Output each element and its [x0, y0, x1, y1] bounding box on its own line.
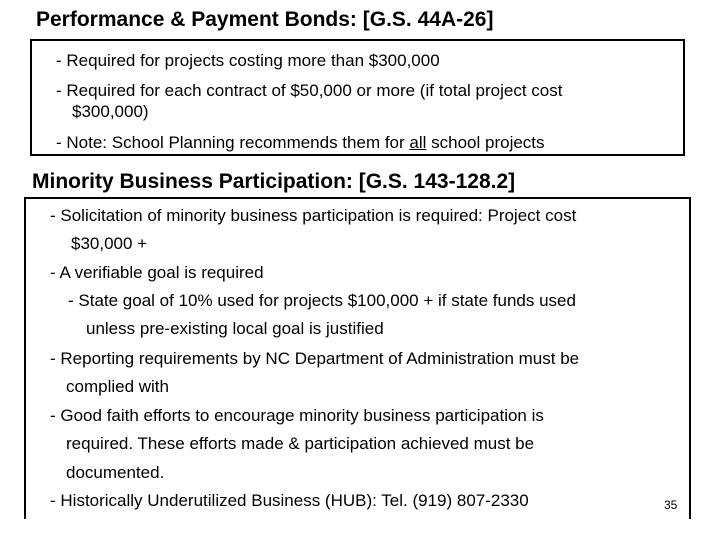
mbp-line: - Reporting requirements by NC Department of Administration must be: [50, 349, 580, 368]
bond-requirement-line: $300,000): [72, 102, 149, 121]
bond-note-emphasis: all: [409, 133, 427, 152]
bond-note-line: [56, 133, 545, 153]
page-number: 35: [664, 498, 678, 512]
bond-requirement-line: - Required for projects costing more than $300,000: [56, 51, 440, 70]
mbp-line: unless pre-existing local goal is justified: [86, 319, 384, 338]
mbp-line: - Good faith efforts to encourage minority business participation is: [50, 406, 544, 425]
mbp-line: - Historically Underutilized Business (HUB): Tel. (919) 807-2330: [50, 491, 529, 510]
performance-bonds-box: [30, 39, 685, 156]
bond-requirement-line: - Required for each contract of $50,000 or more (if total project cost: [56, 81, 563, 100]
performance-bonds-title: Performance & Payment Bonds: [G.S. 44A-26]: [36, 8, 494, 31]
mbp-line: $30,000 +: [71, 234, 148, 253]
minority-business-title: Minority Business Participation: [G.S. 143-128.2]: [32, 170, 516, 193]
mbp-line: - A verifiable goal is required: [50, 263, 264, 282]
minority-business-box: [24, 197, 691, 519]
mbp-line: complied with: [66, 377, 169, 396]
mbp-line: documented.: [66, 463, 165, 482]
mbp-line: - State goal of 10% used for projects $100,000 + if state funds used: [68, 291, 576, 310]
mbp-line: - Solicitation of minority business participation is required: Project cost: [50, 206, 577, 225]
bond-note-suffix: school projects: [426, 133, 545, 152]
bond-note-prefix: - Note: School Planning recommends them for: [56, 133, 410, 152]
mbp-line: required. These efforts made & participation achieved must be: [66, 434, 535, 453]
